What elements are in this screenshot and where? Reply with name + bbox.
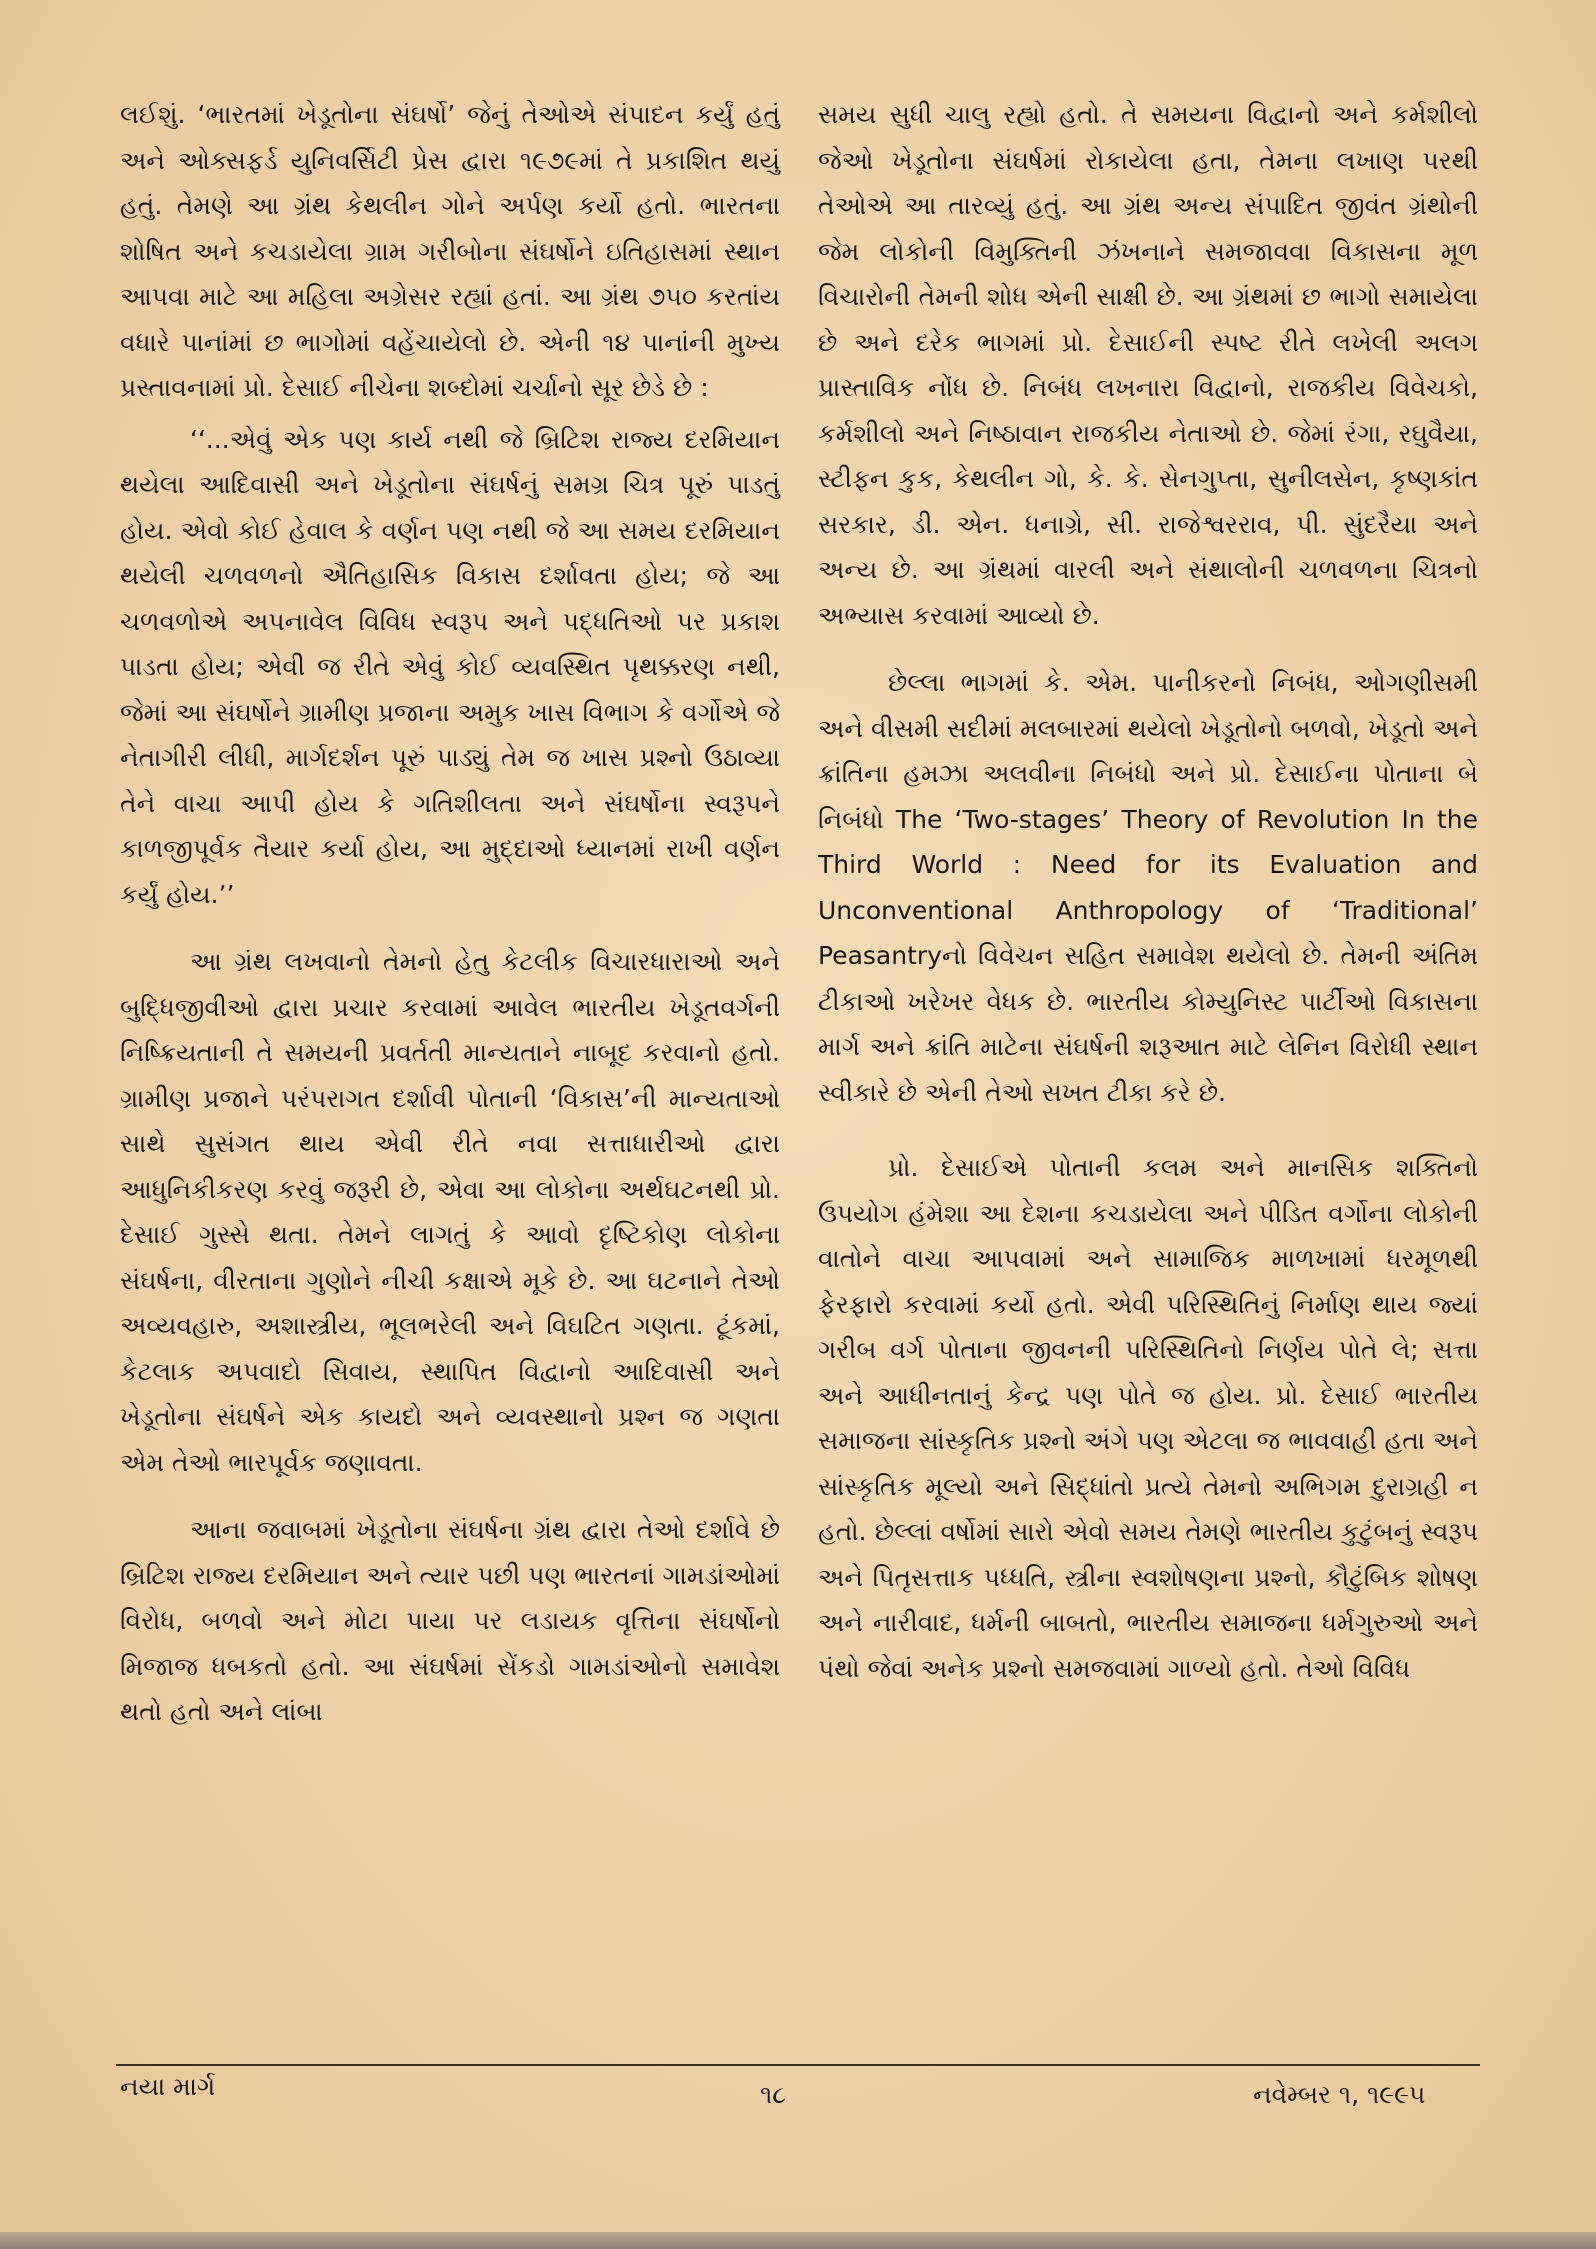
paragraph: આ ગ્રંથ લખવાનો તેમનો હેતુ કેટલીક વિચારધારાઓ અને બુદ્ધિજીવીઓ દ્વારા પ્રચાર કરવામાં આવેલ ભારતીય ખેડૂતવર્ગની નિષ્ક્રિયતાની તે સમયની પ્રવર્તતી માન્યતાને નાબૂદ કરવાનો હતો. ગ્રામીણ પ્રજાને પરંપરાગત દર્શાવી પોતાની ‘વિકાસ’ની માન્યતાઓ સાથે સુસંગત થાય એવી રીતે નવા સત્તાધારીઓ દ્વારા આધુનિકીકરણ કરવું જરૂરી છે, એવા આ લોકોના અર્થઘટનથી પ્રો. દેસાઈ ગુસ્સે થતા. તેમને લાગતું કે આવો દૃષ્ટિકોણ લોકોના સંઘર્ષના, વીરતાના ગુણોને નીચી કક્ષાએ મૂકે છે. આ ઘટનાને તેઓ અવ્યવહારુ, અશાસ્ત્રીય, ભૂલભરેલી અને વિઘટિત ગણતા. ટૂંકમાં, કેટલાક અપવાદો સિવાય, સ્થાપિત વિદ્વાનો આદિવાસી અને ખેડૂતોના સંઘર્ષને એક કાયદો અને વ્યવસ્થાનો પ્રશ્ન જ ગણતા એમ તેઓ ભારપૂર્વક જણાવતા. [120, 947, 780, 1477]
paragraph: આના જવાબમાં ખેડૂતોના સંઘર્ષના ગ્રંથ દ્વારા તેઓ દર્શાવે છે બ્રિટિશ રાજ્ય દરમિયાન અને ત્યાર પછી પણ ભારતનાં ગામડાંઓમાં વિરોધ, બળવો અને મોટા પાયા પર લડાયક વૃત્તિના સંઘર્ષોનો મિજાજ ધબકતો હતો. આ સંઘર્ષમાં સેંકડો ગામડાંઓનો સમાવેશ થતો હતો અને લાંબા [120, 1515, 780, 1726]
left-text-column [120, 92, 780, 1735]
scan-edge [0, 2232, 1596, 2249]
footer-divider [116, 2064, 1480, 2066]
publication-name: નયા માર્ગ [120, 2072, 216, 2101]
page-number: ૧૮ [760, 2080, 787, 2109]
right-text-column [818, 92, 1478, 1691]
issue-date: નવેમ્બર ૧, ૧૯૯૫ [1253, 2080, 1426, 2109]
paragraph: છેલ્લા ભાગમાં કે. એમ. પાનીકરનો નિબંધ, ઓગણીસમી અને વીસમી સદીમાં મલબારમાં થયેલો ખેડૂતોનો બળવો, ખેડૂતો અને ક્રાંતિના હમઝા અલવીના નિબંધો અને પ્રો. દેસાઈના પોતાના બે નિબંધો The ‘Two-stages’ Theory of Revolution In the Third World : Need for its Evaluation and Unconventional Anthropology of ‘Traditional’ Peasantryનો વિવેચન સહિત સમાવેશ થયેલો છે. તેમની અંતિમ ટીકાઓ ખરેખર વેધક છે. ભારતીય કોમ્યુનિસ્ટ પાર્ટીઓ વિકાસના માર્ગ અને ક્રાંતિ માટેના સંઘર્ષની શરૂઆત માટે લેનિન વિરોધી સ્થાન સ્વીકારે છે એની તેઓ સખત ટીકા કરે છે. [818, 668, 1478, 1107]
quoted-paragraph: ‘‘...એવું એક પણ કાર્ય નથી જે બ્રિટિશ રાજ્ય દરમિયાન થયેલા આદિવાસી અને ખેડૂતોના સંઘર્ષનું સમગ્ર ચિત્ર પૂરું પાડતું હોય. એવો કોઈ હેવાલ કે વર્ણન પણ નથી જે આ સમય દરમિયાન થયેલી ચળવળનો ઐતિહાસિક વિકાસ દર્શાવતા હોય; જે આ ચળવળોએ અપનાવેલ વિવિધ સ્વરૂપ અને પદ્ધતિઓ પર પ્રકાશ પાડતા હોય; એવી જ રીતે એવું કોઈ વ્યવસ્થિત પૃથક્કરણ નથી, જેમાં આ સંઘર્ષોને ગ્રામીણ પ્રજાના અમુક ખાસ વિભાગ કે વર્ગોએ જે નેતાગીરી લીધી, માર્ગદર્શન પૂરું પાડ્યું તેમ જ ખાસ પ્રશ્નો ઉઠાવ્યા તેને વાચા આપી હોય કે ગતિશીલતા અને સંઘર્ષોના સ્વરૂપને કાળજીપૂર્વક તૈયાર કર્યા હોય, આ મુદ્દાઓ ધ્યાનમાં રાખી વર્ણન કર્યું હોય.’’ [120, 424, 780, 909]
paragraph: લઈશું. ‘ભારતમાં ખેડૂતોના સંઘર્ષો’ જેનું તેઓએ સંપાદન કર્યું હતું અને ઓક્સફર્ડ યુનિવર્સિટી પ્રેસ દ્વારા ૧૯૭૯માં તે પ્રકાશિત થયું હતું. તેમણે આ ગ્રંથ કેથલીન ગોને અર્પણ કર્યો હતો. ભારતના શોષિત અને કચડાયેલા ગ્રામ ગરીબોના સંઘર્ષોને ઇતિહાસમાં સ્થાન આપવા માટે આ મહિલા અગ્રેસર રહ્યાં હતાં. આ ગ્રંથ ૭૫૦ કરતાંય વધારે પાનાંમાં છ ભાગોમાં વહેંચાયેલો છે. એની ૧૪ પાનાંની મુખ્ય પ્રસ્તાવનામાં પ્રો. દેસાઈ નીચેના શબ્દોમાં ચર્ચાનો સૂર છેડે છે : [120, 100, 780, 402]
paragraph: પ્રો. દેસાઈએ પોતાની કલમ અને માનસિક શક્તિનો ઉપયોગ હંમેશા આ દેશના કચડાયેલા અને પીડિત વર્ગોના લોકોની વાતોને વાચા આપવામાં અને સામાજિક માળખામાં ધરમૂળથી ફેરફારો કરવામાં કર્યો હતો. એવી પરિસ્થિતિનું નિર્માણ થાય જ્યાં ગરીબ વર્ગ પોતાના જીવનની પરિસ્થિતિનો નિર્ણય પોતે લે; સત્તા અને આધીનતાનું કેન્દ્ર પણ પોતે જ હોય. પ્રો. દેસાઈ ભારતીય સમાજના સાંસ્કૃતિક પ્રશ્નો અંગે પણ એટલા જ ભાવવાહી હતા અને સાંસ્કૃતિક મૂલ્યો અને સિદ્ધાંતો પ્રત્યે તેમનો અભિગમ દુરાગ્રહી ન હતો. છેલ્લાં વર્ષોમાં સારો એવો સમય તેમણે ભારતીય કુટુંબનું સ્વરૂપ અને પિતૃસત્તાક પધ્ધતિ, સ્ત્રીના સ્વશોષણના પ્રશ્નો, કૌટુંબિક શોષણ અને નારીવાદ, ધર્મની બાબતો, ભારતીય સમાજના ધર્મગુરુઓ અને પંથો જેવાં અનેક પ્રશ્નો સમજવામાં ગાળ્યો હતો. તેઓ વિવિધ [818, 1153, 1478, 1683]
paragraph: સમય સુધી ચાલુ રહ્યો હતો. તે સમયના વિદ્વાનો અને કર્મશીલો જેઓ ખેડૂતોના સંઘર્ષમાં રોકાયેલા હતા, તેમના લખાણ પરથી તેઓએ આ તારવ્યું હતું. આ ગ્રંથ અન્ય સંપાદિત જીવંત ગ્રંથોની જેમ લોકોની વિમુક્તિની ઝંખનાને સમજાવવા વિકાસના મૂળ વિચારોની તેમની શોધ એની સાક્ષી છે. આ ગ્રંથમાં છ ભાગો સમાયેલા છે અને દરેક ભાગમાં પ્રો. દેસાઈની સ્પષ્ટ રીતે લખેલી અલગ પ્રાસ્તાવિક નોંધ છે. નિબંધ લખનારા વિદ્વાનો, રાજકીય વિવેચકો, કર્મશીલો અને નિષ્ઠાવાન રાજકીય નેતાઓ છે. જેમાં રંગા, રઘુવૈયા, સ્ટીફન કુક, કેથલીન ગો, કે. કે. સેનગુપ્તા, સુનીલસેન, કૃષ્ણકાંત સરકાર, ડી. એન. ધનાગ્રે, સી. રાજેશ્વરરાવ, પી. સુંદરૈયા અને અન્ય છે. આ ગ્રંથમાં વારલી અને સંથાલોની ચળવળના ચિત્રનો અભ્યાસ કરવામાં આવ્યો છે. [818, 100, 1478, 630]
